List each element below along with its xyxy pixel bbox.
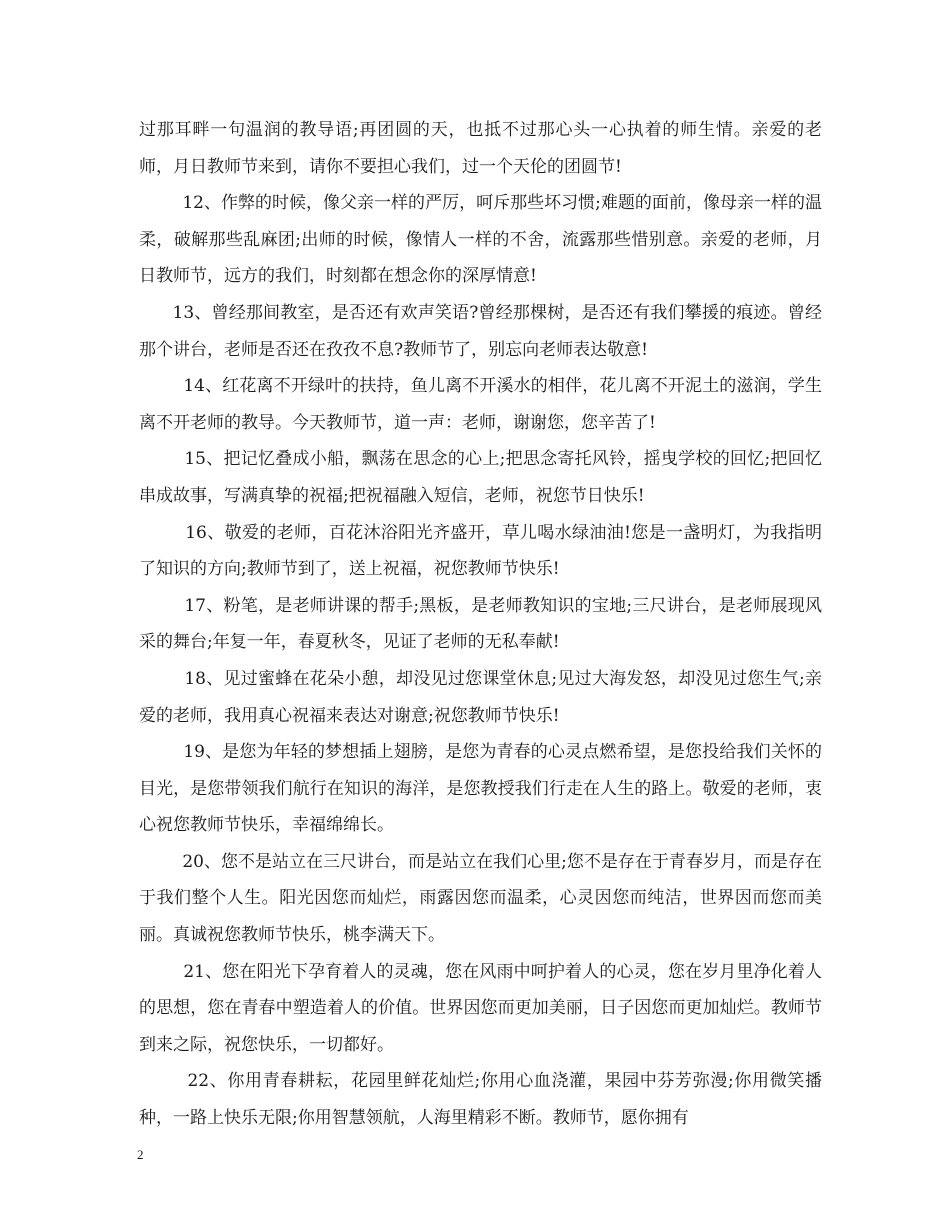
paragraph-item-21: 21、您在阳光下孕育着人的灵魂，您在风雨中呵护着人的心灵，您在岁月里净化着人的思想，您在青春中塑造着人的价值。世界因您而更加美丽，日子因您而更加灿烂。教师节到来之际，祝您快乐，一切都好。 xyxy=(139,961,823,1055)
paragraph-item-19: 19、是您为年轻的梦想插上翅膀，是您为青春的心灵点燃希望，是您投给我们关怀的目光，是您带领我们航行在知识的海洋，是您教授我们行走在人生的路上。敬爱的老师，衷心祝您教师节快乐，幸福绵绵长。 xyxy=(139,742,823,836)
paragraph-item-15: 15、把记忆叠成小船，飘荡在思念的心上;把思念寄托风铃，摇曳学校的回忆;把回忆串成故事，写满真挚的祝福;把祝福融入短信，老师，祝您节日快乐! xyxy=(139,449,822,506)
paragraph-item-20: 20、您不是站立在三尺讲台，而是站立在我们心里;您不是存在于青春岁月，而是存在于我们整个人生。阳光因您而灿烂，雨露因您而温柔，心灵因您而纯洁，世界因而您而美丽。真诚祝您教师节快乐，桃李满天下。 xyxy=(139,851,823,946)
paragraph-item-12: 12、作弊的时候，像父亲一样的严厉，呵斥那些坏习惯;难题的面前，像母亲一样的温柔，破解那些乱麻团;出师的时候，像情人一样的不舍，流露那些惜别意。亲爱的老师，月日教师节，远方的我们，时刻都在想念你的深厚情意! xyxy=(139,193,823,287)
paragraph-item-17: 17、粉笔，是老师讲课的帮手;黑板，是老师教知识的宝地;三尺讲台，是老师展现风采的舞台;年复一年，春夏秋冬，见证了老师的无私奉献! xyxy=(139,595,822,653)
paragraph-item-16: 16、敬爱的老师，百花沐浴阳光齐盛开，草儿喝水绿油油!您是一盏明灯，为我指明了知识的方向;教师节到了，送上祝福，祝您教师节快乐! xyxy=(139,522,822,580)
paragraph-item-22: 22、你用青春耕耘，花园里鲜花灿烂;你用心血浇灌，果园中芬芳弥漫;你用微笑播种，一路上快乐无限;你用智慧领航，人海里精彩不断。教师节，愿你拥有 xyxy=(139,1071,822,1129)
paragraph-item-14: 14、红花离不开绿叶的扶持，鱼儿离不开溪水的相伴，花儿离不开泥土的滋润，学生离不开老师的教导。今天教师节，道一声：老师，谢谢您，您辛苦了! xyxy=(139,376,823,433)
page-number: 2 xyxy=(137,1147,144,1162)
document-body xyxy=(139,112,822,1137)
paragraph-continuation: 过那耳畔一句温润的教导语;再团圆的天，也抵不过那心头一心执着的师生情。亲爱的老师，月日教师节来到，请你不要担心我们，过一个天伦的团圆节! xyxy=(139,120,822,177)
paragraph-item-13: 13、曾经那间教室，是否还有欢声笑语?曾经那棵树，是否还有我们攀援的痕迹。曾经那个讲台，老师是否还在孜孜不息?教师节了，别忘向老师表达敬意! xyxy=(139,302,822,360)
paragraph-item-18: 18、见过蜜蜂在花朵小憩，却没见过您课堂休息;见过大海发怒，却没见过您生气;亲爱的老师，我用真心祝福来表达对谢意;祝您教师节快乐! xyxy=(139,668,822,726)
